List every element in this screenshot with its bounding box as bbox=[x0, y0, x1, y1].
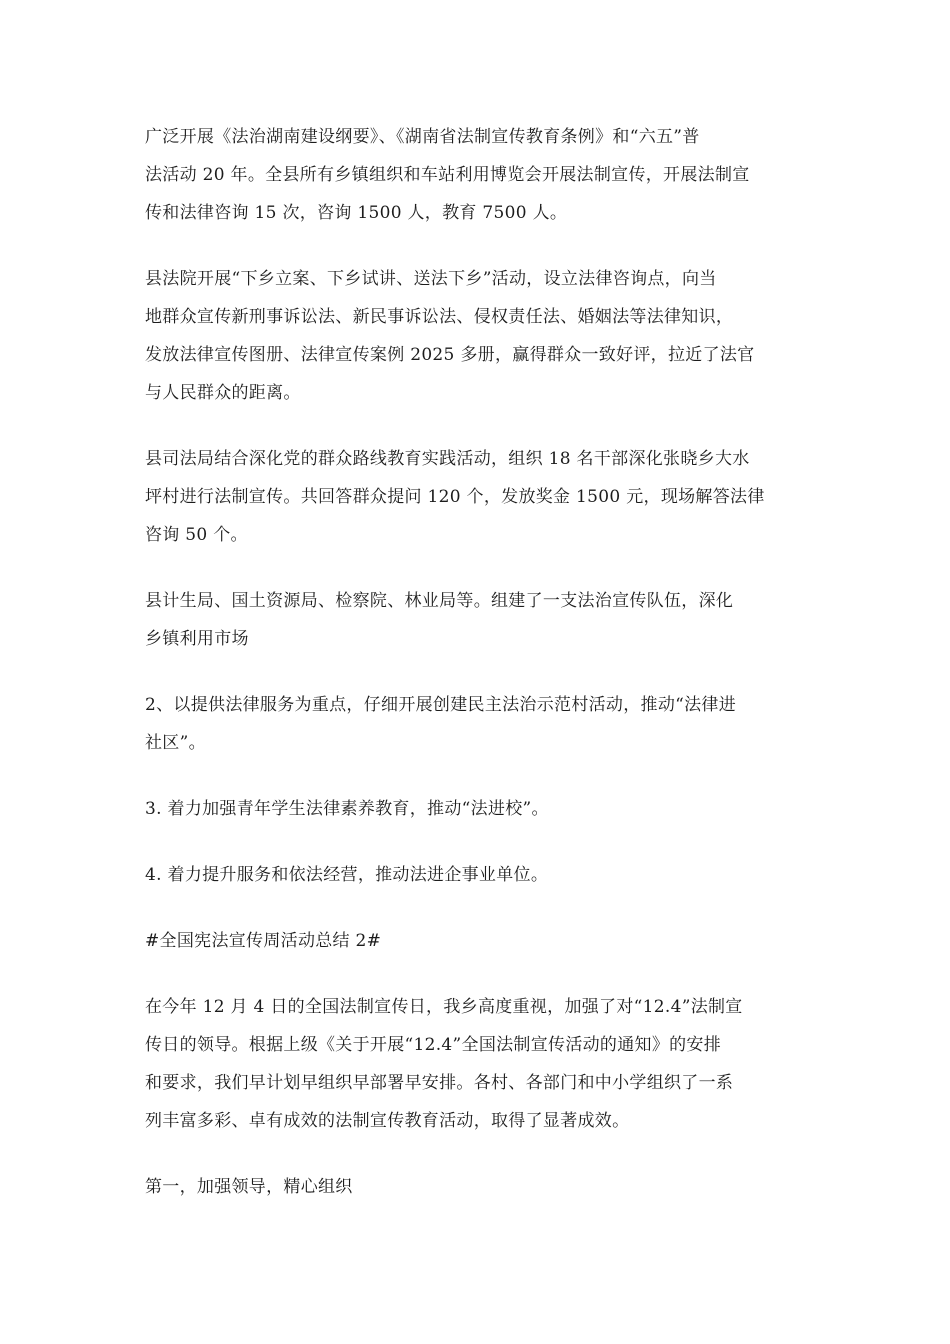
text-line: 咨询 50 个。 bbox=[145, 525, 248, 545]
text-line: 3. 着力加强青年学生法律素养教育，推动“法进校”。 bbox=[145, 799, 549, 819]
paragraph-1 bbox=[145, 118, 815, 232]
text-line: #全国宪法宣传周活动总结 2# bbox=[145, 931, 382, 951]
text-line: 在今年 12 月 4 日的全国法制宣传日，我乡高度重视，加强了对“12.4”法制宣 bbox=[145, 997, 743, 1017]
text-line: 县法院开展“下乡立案、下乡试讲、送法下乡”活动，设立法律咨询点，向当 bbox=[145, 269, 717, 289]
text-line: 法活动 20 年。全县所有乡镇组织和车站利用博览会开展法制宣传，开展法制宣 bbox=[145, 165, 750, 185]
paragraph-9 bbox=[145, 988, 815, 1140]
text-line: 县计生局、国土资源局、检察院、林业局等。组建了一支法治宣传队伍，深化 bbox=[145, 591, 734, 611]
text-line: 发放法律宣传图册、法律宣传案例 2025 多册，赢得群众一致好评，拉近了法官 bbox=[145, 345, 755, 365]
text-line: 传日的领导。根据上级《关于开展“12.4”全国法制宣传活动的通知》的安排 bbox=[145, 1035, 722, 1055]
text-line: 乡镇利用市场 bbox=[145, 629, 249, 649]
text-line: 4. 着力提升服务和依法经营，推动法进企事业单位。 bbox=[145, 865, 549, 885]
paragraph-6 bbox=[145, 790, 815, 828]
section-heading bbox=[145, 922, 815, 960]
text-line: 和要求，我们早计划早组织早部署早安排。各村、各部门和中小学组织了一系 bbox=[145, 1073, 734, 1093]
paragraph-10 bbox=[145, 1168, 815, 1206]
text-line: 列丰富多彩、卓有成效的法制宣传教育活动，取得了显著成效。 bbox=[145, 1111, 630, 1131]
paragraph-3 bbox=[145, 440, 815, 554]
text-line: 社区”。 bbox=[145, 733, 206, 753]
text-line: 第一，加强领导，精心组织 bbox=[145, 1177, 353, 1197]
text-line: 广泛开展《法治湖南建设纲要》、《湖南省法制宣传教育条例》和“六五”普 bbox=[145, 127, 700, 147]
paragraph-7 bbox=[145, 856, 815, 894]
text-line: 县司法局结合深化党的群众路线教育实践活动，组织 18 名干部深化张晓乡大水 bbox=[145, 449, 750, 469]
paragraph-2 bbox=[145, 260, 815, 412]
paragraph-5 bbox=[145, 686, 815, 762]
document-page bbox=[145, 118, 815, 1234]
text-line: 坪村进行法制宣传。共回答群众提问 120 个，发放奖金 1500 元，现场解答法律 bbox=[145, 487, 765, 507]
paragraph-4 bbox=[145, 582, 815, 658]
text-line: 2、以提供法律服务为重点，仔细开展创建民主法治示范村活动，推动“法律进 bbox=[145, 695, 737, 715]
text-line: 与人民群众的距离。 bbox=[145, 383, 301, 403]
text-line: 地群众宣传新刑事诉讼法、新民事诉讼法、侵权责任法、婚姻法等法律知识， bbox=[145, 307, 734, 327]
text-line: 传和法律咨询 15 次，咨询 1500 人，教育 7500 人。 bbox=[145, 203, 568, 223]
